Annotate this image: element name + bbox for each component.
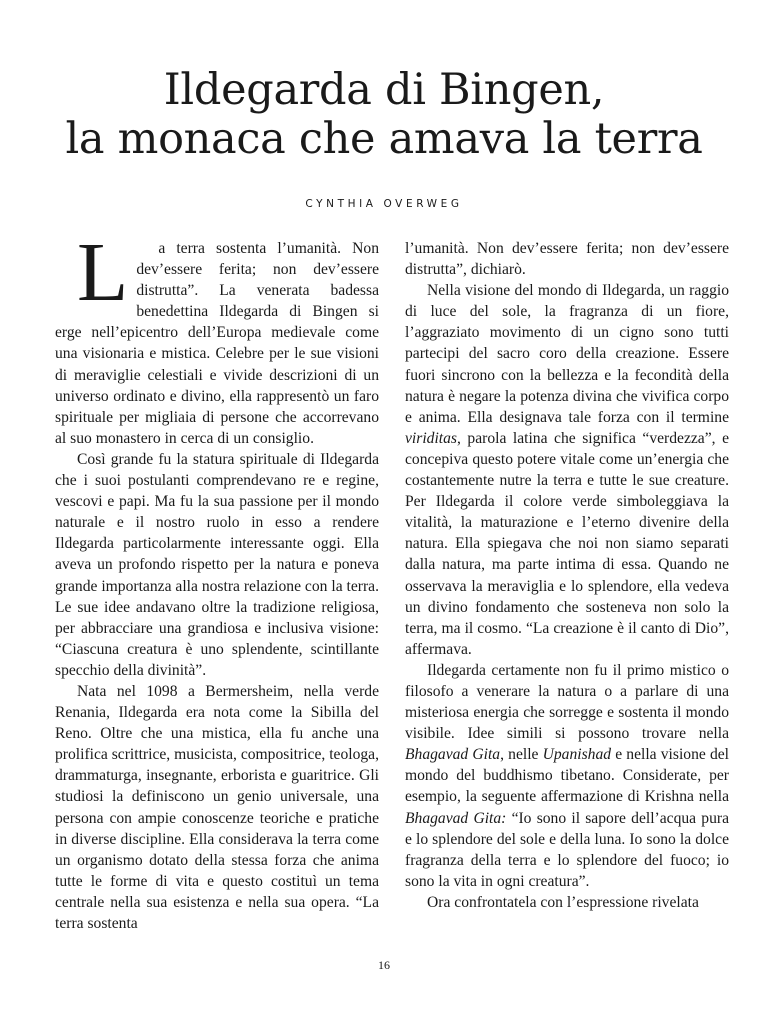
paragraph-4-text-b: , parola latina che significa “verdezza”, e concepiva questo potere vitale come un’energia che costantemente nutre la terra e tutte le sue creature. Per Ildegarda il colore verde simboleggiava la vitalità, la maturazione e l’eterno divenire della natura. Ella spiegava che noi non siamo separati dalla natura, ma parte intima di essa. Quando ne osservava la meraviglia e lo splendore, ella vedeva un divino fondamento che sosteneva non solo la terra, ma il cosmo. “La creazione è il canto di Dio”, affermava. <box>405 429 729 658</box>
paragraph-5-text-c: e nella visione del mondo del buddhismo tibetano. Considerate, per esempio, la seguente affermazione di Krishna nella <box>405 746 730 806</box>
paragraph-4 <box>405 280 729 660</box>
article-author: CYNTHIA OVERWEG <box>305 198 463 210</box>
paragraph-5-text-b: , nelle <box>500 746 543 764</box>
paragraph-1 <box>55 226 379 449</box>
paragraph-2: Così grande fu la statura spirituale di Ildegarda che i suoi postulanti comprendevano re e regine, vescovi e papi. Ma fu la sua passione per il mondo naturale e il nostro ruolo in esso a rendere Ildegarda particolarmente interessante oggi. Ella aveva un profondo rispetto per la natura e poneva grande importanza alla nostra relazione con la terra. Le sue idee andavano oltre la tradizione religiosa, per abbracciare una grandiosa e inclusiva visione: “Ciascuna creatura è uno splendente, scintillante specchio della divinità”. <box>55 450 379 679</box>
page-number: 16 <box>378 958 390 972</box>
bhagavad-gita-title-1: Bhagavad Gita <box>405 746 501 764</box>
paragraph-3-continued: l’umanità. Non dev’essere ferita; non dev’essere distrutta”, dichiarò. <box>405 240 729 279</box>
right-column <box>405 238 729 913</box>
title-line-2: la monaca che amava la terra <box>65 114 703 164</box>
paragraph-1-text: a terra sostenta l’umanità. Non dev’essere ferita; non dev’essere distrutta”. La venerata badessa benedettina Ildegarda di Bingen si erge nell’epicentro dell’Europa medievale come una visionaria e mistica. Celebre per le sue visioni di meraviglie celestiali e vivide descrizioni di un universo ordinato e divino, ella rappresentò un faro spirituale per migliaia di persone che accorrevano al suo monastero in cerca di un consiglio. <box>55 240 379 447</box>
paragraph-6: Ora confrontatela con l’espressione rivelata <box>427 893 699 911</box>
paragraph-4-text-a: Nella visione del mondo di Ildegarda, un raggio di luce del sole, la fragranza di un fiore, l’aggraziato movimento di un cigno sono tutti partecipi del sacro coro della creazione. Essere fuori sincrono con la bellezza e la fecondità della natura è negare la potenza divina che vivifica corpo e anima. Ella designava tale forza con il termine <box>405 282 729 426</box>
paragraph-3: Nata nel 1098 a Bermersheim, nella verde Renania, Ildegarda era nota come la Sibilla del Reno. Oltre che una mistica, ella fu anche una prolifica scrittrice, musicista, compositrice, teologa, drammaturga, insegnante, erborista e guaritrice. Gli studiosi la definiscono un genio universale, una persona con ampie conoscenze teoriche e pratiche in diverse discipline. Ella considerava la terra come un organismo dotato della stessa forza che anima tutte le forme di vita e questo costituì un tema centrale nella sua esistenza e nella sua opera. “La terra sostenta <box>55 682 379 932</box>
drop-cap: L <box>77 226 129 319</box>
left-column <box>55 226 379 934</box>
paragraph-5-text-a: Ildegarda certamente non fu il primo mistico o filosofo a venerare la natura o a parlare di una misteriosa energia che sorregge e sostenta il mondo visibile. Idee simili si possono trovare nella <box>405 661 729 743</box>
article-title <box>0 66 768 164</box>
bhagavad-gita-title-2: Bhagavad Gita: <box>405 809 507 827</box>
title-line-1: Ildegarda di Bingen, <box>163 65 605 115</box>
paragraph-5-text-d: “Io sono il sapore dell’acqua pura e lo splendore del sole e della luna. Io sono la dolce fragranza della terra e lo splendore del fuoco; io sono la vita in ogni creatura”. <box>405 809 729 890</box>
viriditas-term: viriditas <box>405 429 457 447</box>
paragraph-5 <box>405 660 729 892</box>
upanishad-title: Upanishad <box>542 746 612 764</box>
